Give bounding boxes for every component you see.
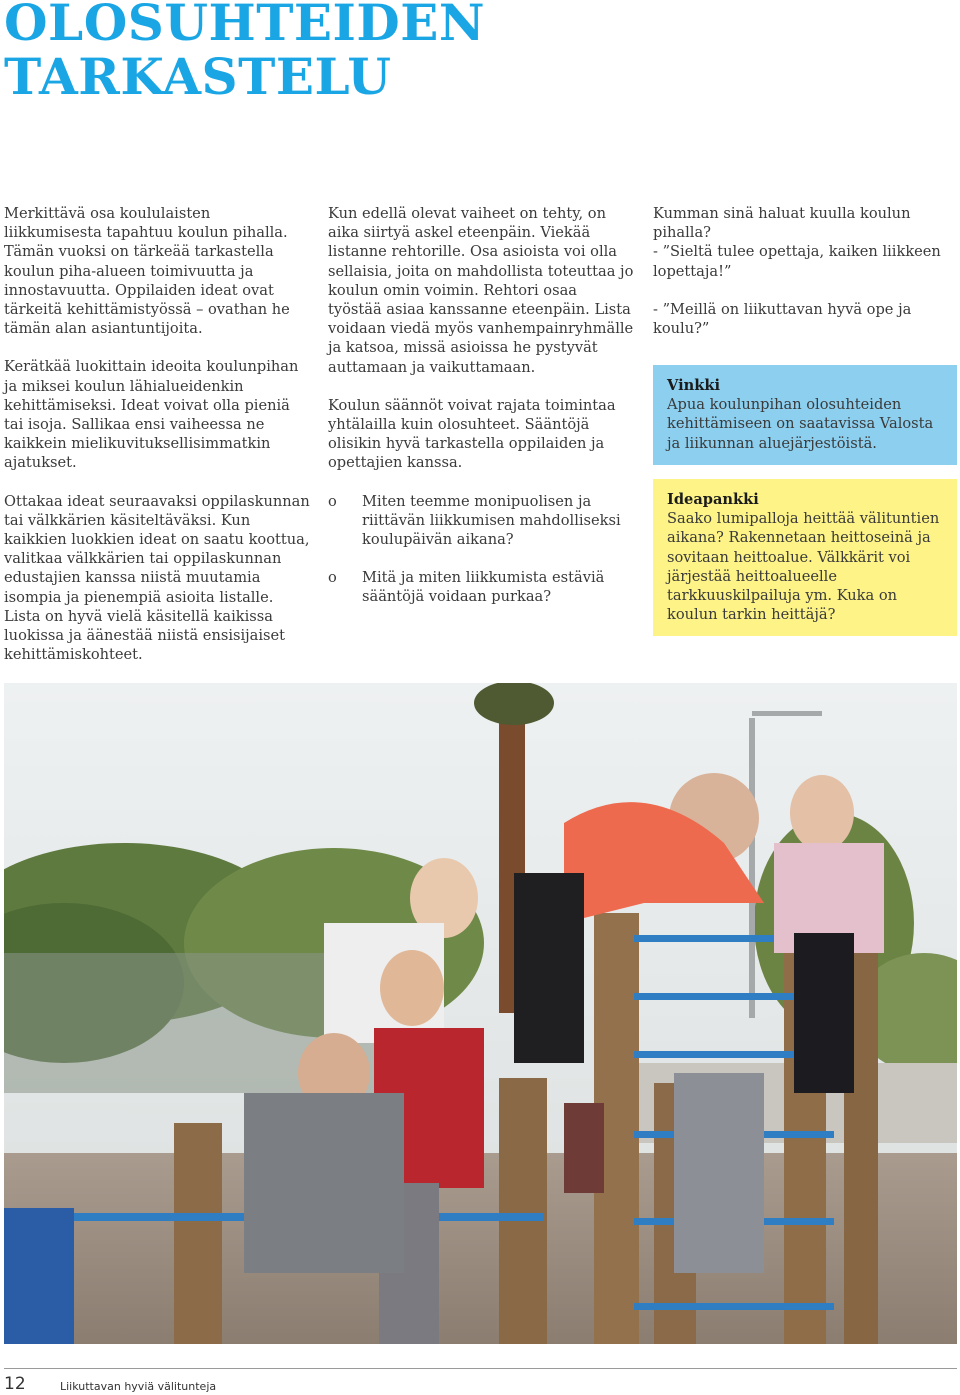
title-line-2: TARKASTELU xyxy=(4,47,392,106)
paragraph-rules: Koulun säännöt voivat rajata toimintaa yhtälailla kuin olosuhteet. Sääntöjä olisikin hyvä tarkastella oppilaiden ja opettajien kanssa. xyxy=(328,396,616,472)
question-item xyxy=(328,492,634,550)
question-text: Mitä ja miten liikkumista estäviä sääntöjä voidaan purkaa? xyxy=(362,569,605,606)
paragraph-process-ideas: Ottakaa ideat seuraavaksi oppilaskunnan tai välkkärien käsiteltäväksi. Kun kaikkien luokkien ideat on saatu koottua, valitkaa välkkärien tai oppilaskunnan edustajien kanssa niistä muutamia isompia ja pienempiä asioita listalle. Lista on hyvä vielä käsitellä kaikissa luokissa ja äänestää niistä ensisijaiset kehittämiskohteet. xyxy=(4,492,310,664)
question-text: Miten teemme monipuolisen ja riittävän liikkumisen mahdolliseksi koulupäivän aikana? xyxy=(362,492,621,549)
text-column-1 xyxy=(4,204,310,683)
tip-text: Apua koulunpihan olosuhteiden kehittämiseen on saatavissa Valosta ja liikunnan aluejärjestöistä. xyxy=(667,396,934,452)
paragraph-principal: Kun edellä olevat vaiheet on tehty, on aika siirtyä askel eteenpäin. Viekää listanne rehtorille. Osa asioista voi olla sellaisia, joita on mahdollista toteuttaa jo koulun omin voimin. Rehtori osaa työstää asiaa kanssanne eteenpäin. Lista voidaan viedä myös vanhempainryhmälle ja katsoa, missä asioissa he pystyvät auttamaan ja vaikuttamaan. xyxy=(328,205,634,376)
idea-bank-heading: Ideapankki xyxy=(667,491,759,508)
quote-good-teacher: - ”Meillä on liikuttavan hyvä ope ja koulu?” xyxy=(653,300,912,338)
page-number: 12 xyxy=(4,1374,26,1394)
text-column-3 xyxy=(653,204,957,338)
text-column-2 xyxy=(328,204,634,626)
bullet-mark: o xyxy=(328,569,337,587)
bullet-mark: o xyxy=(328,492,337,510)
publication-name: Liikuttavan hyviä välitunteja xyxy=(60,1380,217,1393)
playground-photo xyxy=(4,683,957,1344)
question-intro: Kumman sinä haluat kuulla koulun pihalla? xyxy=(653,205,911,242)
paragraph-collect-ideas: Kerätkää luokittain ideoita koulunpihan ja miksei koulun lähialueidenkin kehittämiseksi. Ideat voivat olla pieniä tai isoja. Sallikaa ensi vaiheessa ne kaikkein mielikuvituksellisimmatkin ajatukset. xyxy=(4,358,299,472)
idea-bank-text: Saako lumipalloja heittää välituntien aikana? Rakennetaan heittoseinä ja sovitaan heittoalue. Välkkärit voi järjestää heittoalueelle tarkkuuskilpailuja ym. Kuka on koulun tarkin heittäjä? xyxy=(667,510,940,624)
title-line-1: OLOSUHTEIDEN xyxy=(4,0,486,52)
tip-box xyxy=(653,365,957,465)
quote-teacher-stopper: - ”Sieltä tulee opettaja, kaiken liikkeen lopettaja!” xyxy=(653,243,941,280)
tip-heading: Vinkki xyxy=(667,377,720,394)
footer-rule xyxy=(4,1368,957,1369)
idea-bank-box xyxy=(653,479,957,636)
question-item xyxy=(328,568,634,606)
paragraph-intro: Merkittävä osa koululaisten liikkumisesta tapahtuu koulun pihalla. Tämän vuoksi on tärkeää tarkastella koulun piha-alueen toimivuutta ja innostavuutta. Oppilaiden ideat ovat tärkeitä kehittämistyössä – ovathan he tämän alan asiantuntijoita. xyxy=(4,205,290,338)
page-title xyxy=(4,0,485,104)
